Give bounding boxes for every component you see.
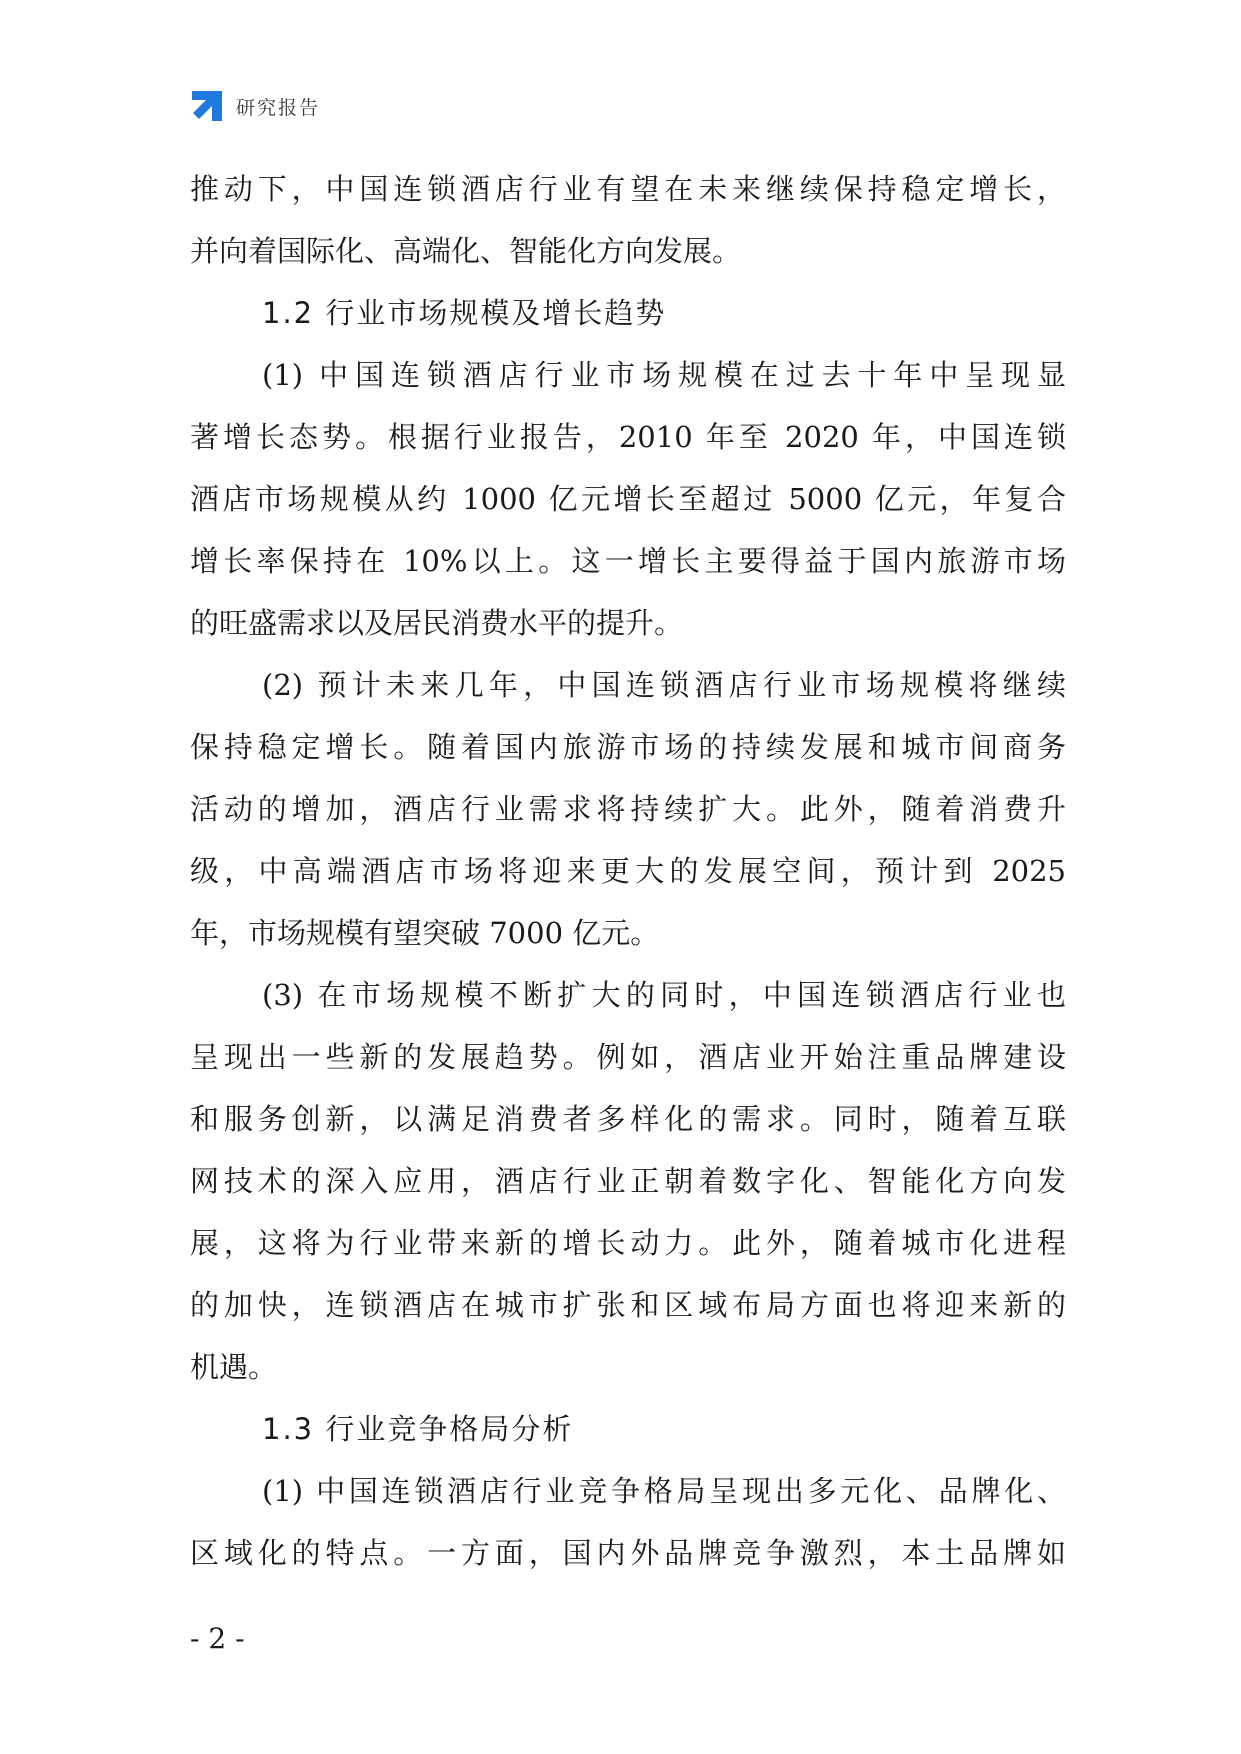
text-line: 保持稳定增长。随着国内旅游市场的持续发展和城市间商务 — [190, 730, 1066, 764]
paragraph-competition — [190, 1460, 1066, 1584]
section-heading-1-2: 1.2 行业市场规模及增长趋势 — [262, 296, 667, 330]
arrow-up-right-icon — [190, 89, 224, 123]
text-line: 级，中高端酒店市场将迎来更大的发展空间，预计到 2025 — [190, 854, 1066, 888]
text-line: (3) 在市场规模不断扩大的同时，中国连锁酒店行业也 — [262, 978, 1066, 1012]
section-heading-1-3: 1.3 行业竞争格局分析 — [262, 1412, 574, 1446]
text-line: 著增长态势。根据行业报告，2010 年至 2020 年，中国连锁 — [190, 420, 1066, 454]
text-line: 的旺盛需求以及居民消费水平的提升。 — [190, 606, 684, 640]
text-line: 增长率保持在 10%以上。这一增长主要得益于国内旅游市场 — [190, 544, 1066, 578]
text-line: 和服务创新，以满足消费者多样化的需求。同时，随着互联 — [190, 1102, 1066, 1136]
text-line: 的加快，连锁酒店在城市扩张和区域布局方面也将迎来新的 — [190, 1288, 1066, 1322]
report-header — [190, 88, 320, 124]
text-line: 呈现出一些新的发展趋势。例如，酒店业开始注重品牌建设 — [190, 1040, 1066, 1074]
header-title: 研究报告 — [236, 96, 321, 119]
text-line: 年，市场规模有望突破 7000 亿元。 — [190, 916, 660, 950]
paragraph-trends — [190, 964, 1066, 1398]
document-body — [190, 158, 1066, 1584]
paragraph-market-size — [190, 344, 1066, 654]
text-line: 酒店市场规模从约 1000 亿元增长至超过 5000 亿元，年复合 — [190, 482, 1066, 516]
text-line: 并向着国际化、高端化、智能化方向发展。 — [190, 234, 742, 268]
text-line: (1) 中国连锁酒店行业市场规模在过去十年中呈现显 — [262, 358, 1066, 392]
text-line: 机遇。 — [190, 1350, 278, 1384]
paragraph-forecast — [190, 654, 1066, 964]
text-line: (2) 预计未来几年，中国连锁酒店行业市场规模将继续 — [262, 668, 1066, 702]
text-line: 网技术的深入应用，酒店行业正朝着数字化、智能化方向发 — [190, 1164, 1066, 1198]
text-line: 活动的增加，酒店行业需求将持续扩大。此外，随着消费升 — [190, 792, 1066, 826]
page-number: - 2 - — [190, 1622, 245, 1655]
text-line: 推动下，中国连锁酒店行业有望在未来继续保持稳定增长， — [190, 172, 1066, 206]
paragraph-continued — [190, 158, 1066, 282]
text-line: (1) 中国连锁酒店行业竞争格局呈现出多元化、品牌化、 — [262, 1474, 1066, 1508]
text-line: 区域化的特点。一方面，国内外品牌竞争激烈，本土品牌如 — [190, 1536, 1066, 1570]
text-line: 展，这将为行业带来新的增长动力。此外，随着城市化进程 — [190, 1226, 1066, 1260]
